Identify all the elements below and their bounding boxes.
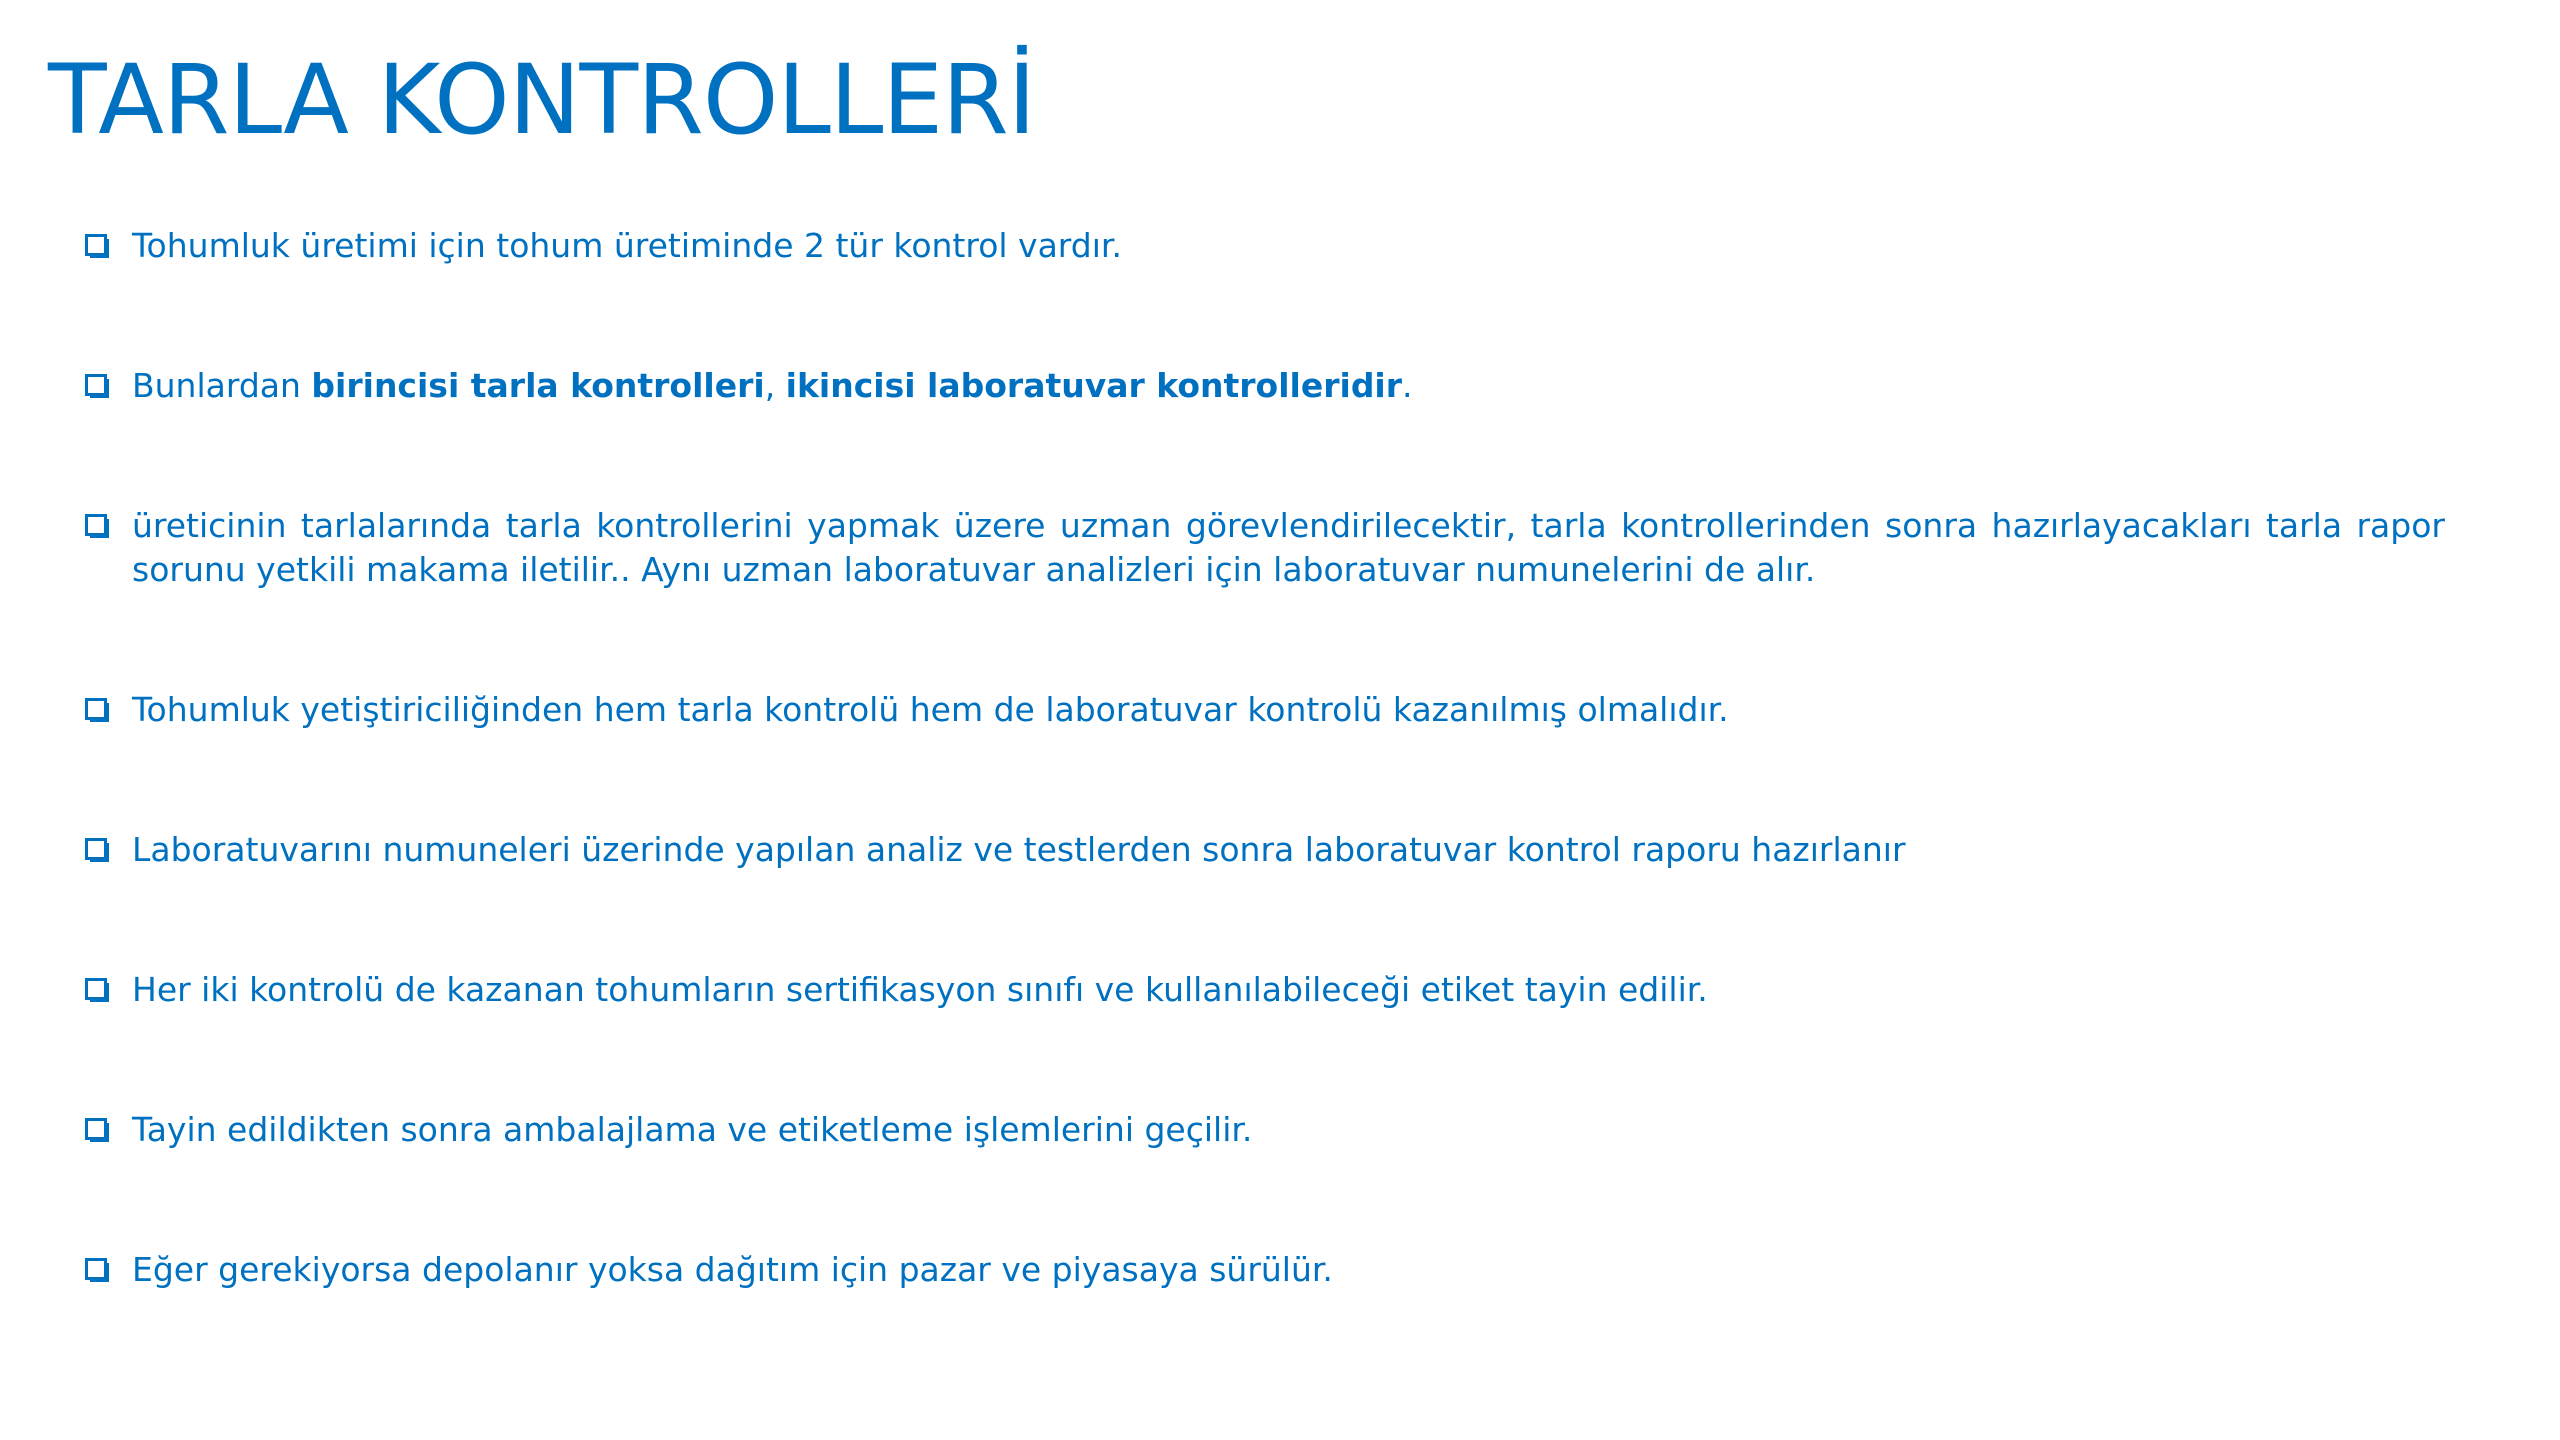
list-item xyxy=(85,504,2445,592)
list-item xyxy=(85,364,2445,408)
list-item-text xyxy=(132,364,2445,408)
list-item-text: Laboratuvarını numuneleri üzerinde yapılan analiz ve testlerden sonra laboratuvar kontrol raporu hazırlanır xyxy=(132,830,1906,869)
list-item xyxy=(85,1108,2445,1152)
hollow-square-bullet-icon xyxy=(85,374,111,400)
hollow-square-bullet-icon xyxy=(85,514,111,540)
list-item xyxy=(85,1248,2445,1292)
slide-title: TARLA KONTROLLERİ xyxy=(48,44,1036,156)
hollow-square-bullet-icon xyxy=(85,234,111,260)
list-item-text: Her iki kontrolü de kazanan tohumların sertifikasyon sınıfı ve kullanılabileceği etiket tayin edilir. xyxy=(132,970,1708,1009)
hollow-square-bullet-icon xyxy=(85,838,111,864)
list-item xyxy=(85,968,2445,1012)
hollow-square-bullet-icon xyxy=(85,1258,111,1284)
text-separator: , xyxy=(764,366,786,405)
bold-first-control: birincisi tarla kontrolleri xyxy=(311,366,765,405)
list-item-text: Eğer gerekiyorsa depolanır yoksa dağıtım için pazar ve piyasaya sürülür. xyxy=(132,1250,1333,1289)
bold-second-control: ikincisi laboratuvar kontrolleridir xyxy=(785,366,1403,405)
list-item-text: üreticinin tarlalarında tarla kontrollerini yapmak üzere uzman görevlendirilecektir, tarla kontrollerinden sonra hazırlayacakları tarla rapor sorunu yetkili makama iletilir.. Aynı uzman laboratuvar analizleri için laboratuvar numunelerini de alır. xyxy=(132,506,2445,589)
list-item xyxy=(85,224,2445,268)
list-item-text: Tohumluk yetiştiriciliğinden hem tarla kontrolü hem de laboratuvar kontrolü kazanılmış olmalıdır. xyxy=(132,690,1729,729)
list-item xyxy=(85,688,2445,732)
list-item-text: Tohumluk üretimi için tohum üretiminde 2 tür kontrol vardır. xyxy=(132,226,1122,265)
text-suffix: . xyxy=(1402,366,1413,405)
hollow-square-bullet-icon xyxy=(85,978,111,1004)
list-item xyxy=(85,828,2445,872)
hollow-square-bullet-icon xyxy=(85,698,111,724)
list-item-text: Tayin edildikten sonra ambalajlama ve etiketleme işlemlerini geçilir. xyxy=(132,1110,1253,1149)
text-prefix: Bunlardan xyxy=(132,366,312,405)
hollow-square-bullet-icon xyxy=(85,1118,111,1144)
